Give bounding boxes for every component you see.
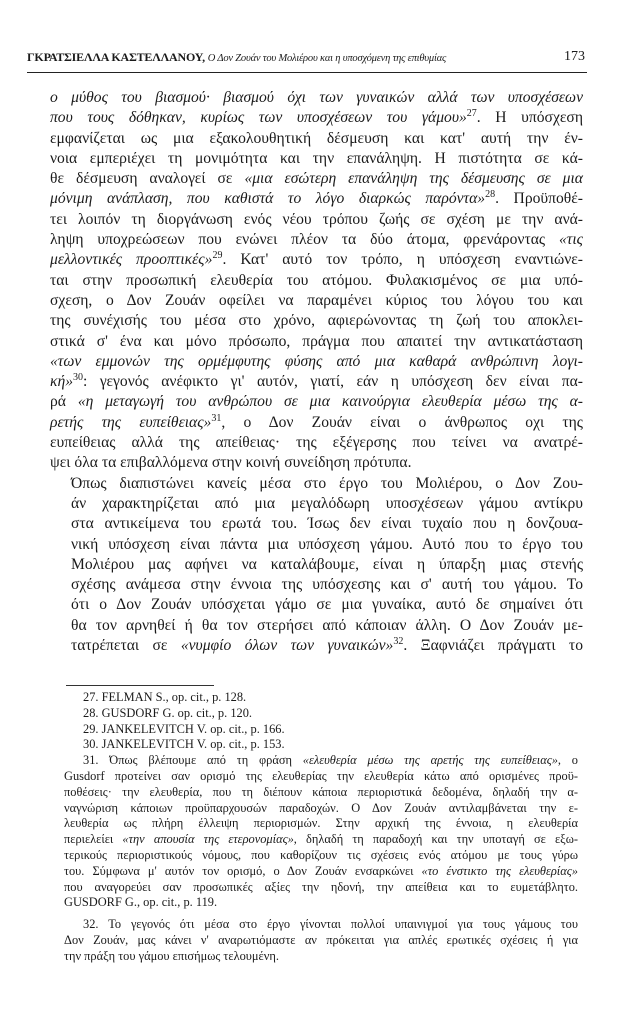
text-line: ο μύθος του βιασμού· βιασμού όχι των γυναικών αλλά των υποσχέσεων (50, 89, 583, 106)
footnote-line: 32. Το γεγονός ότι μέσα στο έργο γίνονται πολλοί υπαινιγμοί για τους γάμους του (83, 917, 578, 932)
body-text (50, 88, 583, 656)
footnote-line: Gusdorf προτείνει σαν ορισμό της ελευθερίας την ελευθερία κάτω από ορισμένες προϋ- (64, 768, 578, 783)
text-line: ευπείθειας αλλά της απείθειας· της εξέγερσης που τείνει να ανατρέ- (50, 434, 583, 452)
text-line: που τους δόθηκαν, κυρίως των υποσχέσεων του γάμου»$^{27}$. Η υπόσχεση (50, 108, 583, 127)
text-line: ρετής της ευπείθειας»$^{31}$, ο Δον Ζουάν είναι ο άνθρωπος οχι της (50, 412, 583, 431)
text-line: σχεση, ο Δον Ζουάν οφείλει να παραμένει κύριος του λόγου του και (50, 291, 583, 309)
footnote-line: ναγνώριση κάποιων προϋπαρχουσών παραδοχών. Ο Δον Ζουάν αντιλαμβάνεται την ε- (64, 800, 578, 815)
text-line: εμφανίζεται ως μια εξακολουθητική δέσμευση και κατ' αυτή την έν- (50, 129, 583, 147)
page-number: 173 (564, 49, 585, 64)
text-line: Όπως διαπιστώνει κανείς μέσα στο έργο του Μολιέρου, ο Δον Ζου- (71, 474, 583, 492)
text-line: τει λοιπόν τη διοργάνωση ενός νέου τρόπου ζωής σε σχέση με την ανά- (50, 210, 583, 228)
footnote-31 (50, 753, 578, 911)
text-line: ται στην προσωπική ελευθερία του ατόμου. Φυλακισμένος σε μια υπό- (50, 271, 583, 289)
text-line: στικά σ' ένα και μόνο πρόσωπο, πράγμα που απαιτεί την αντικατάσταση (50, 332, 583, 350)
paragraph-2 (50, 474, 583, 657)
text-line: ληψη υποχρεώσεων που ενώνει πλέον τα δύο άτομα, φρενάροντας «τις (50, 231, 583, 249)
text-line: θε δέσμευση αναλογεί σε «μια εσώτερη επανάληψη της δέσμευσης σε μια (50, 170, 583, 188)
footnote-line: την πράξη του γάμου επισήμως τελουμένη. (64, 948, 279, 963)
text-line: μόνιμη ανάπλαση, που καθιστά το λόγο διαρκώς παρόντα»$^{28}$. Προϋποθέ- (50, 189, 583, 208)
footnote-27: 27. FELMAN S., op. cit., p. 128. (83, 690, 247, 704)
text-line: νοια εμπεριέχει τη μονιμότητα και την επανάληψη. Η πιστότητα σε κά- (50, 149, 583, 167)
footnote-line: λευθερία ως πλήρη έλλειψη περιορισμών. Στην αρχική της έννοια, η ελευθερία (64, 816, 578, 831)
text-line: σχέσης ανάμεσα στην έννοια της υπόσχεσης και σ' αυτή του γάμου. Το (71, 576, 583, 594)
footnote-line: 31. Όπως βλέπουμε από τη φράση «ελευθερία μέσω της αρετής της ευπείθειας», ο (83, 753, 578, 768)
text-line: άν χαρακτηρίζεται από μια μεγαλόδωρη υποσχέσεων γάμου αντίκρυ (71, 494, 583, 512)
footnote-line: GUSDORF G., op. cit., p. 119. (64, 895, 218, 910)
header-title: Ο Δον Ζουάν του Μολιέρου και η υποσχόμενη της επιθυμίας (207, 53, 447, 64)
footnote-line: ποθέσεις· την ελευθερία, που τη διέπουν κάποια περιοριστικά δεδομένα, δηλαδή την α- (64, 784, 578, 799)
paragraph-1 (50, 88, 583, 474)
text-line: «των εμμονών της ορμέμφυτης φύσης από μια καθαρά ανθρώπινη λογι- (50, 352, 583, 370)
text-line: της συνέχισής του μέσα στο χρόνο, αφιερώνοντας τη ζωή του αποκλει- (50, 312, 583, 330)
footnote-line: τερικούς περιοριστικούς νόμους, που καθορίζουν τις σχέσεις ενός ατόμου με τους γύρω (64, 847, 578, 862)
footnote-line: Δον Ζουάν, μας κάνει ν' αναρωτιόμαστε αν πρόκειται για απλές ερωτικές σχέσεις ή για (64, 932, 578, 947)
text-line: ρά «η μεταγωγή του ανθρώπου σε μια καινούργια ελευθερία μέσω της α- (50, 393, 583, 411)
running-header (27, 50, 587, 73)
text-line: θα τον αρνηθεί ή θα τον στερήσει από κάποιαν άλλη. Ο Δον Ζουάν με- (71, 616, 583, 634)
footnote-rule (66, 685, 214, 686)
text-line: ότι ο Δον Ζουάν υπόσχεται γάμο σε μια γυναίκα, αυτό δε σημαίνει ότι (71, 596, 583, 614)
footnote-32 (50, 917, 578, 964)
text-line: ψει όλα τα επιβαλλόμενα στην κοινή συνείδηση πρότυπα. (50, 454, 412, 472)
running-head (27, 50, 446, 65)
text-line: μελλοντικές προοπτικές»$^{29}$. Κατ' αυτό τον τρόπο, η υπόσχεση εναντιώνε- (50, 250, 583, 269)
footnote-30: 30. JANKELEVITCH V. op. cit., p. 153. (83, 737, 285, 752)
footnote-29: 29. JANKELEVITCH V. op. cit., p. 166. (83, 721, 285, 736)
text-line: νική υπόσχεση είναι πάντα μια υπόσχεση γάμου. Αυτό που το έργο του (71, 535, 583, 553)
header-author: ΓΚΡΑΤΣΙΕΛΛΑ ΚΑΣΤΕΛΛΑΝΟΥ, (27, 50, 205, 64)
text-line: τατρέπεται σε «νυμφίο όλων των γυναικών»$^{32}$. Ξαφνιάζει πράγματι το (71, 636, 583, 655)
footnote-line: περιελείει «την απουσία της ετερονομίας», δηλαδή τη παραδοχή και την υποταγή σε εξω- (64, 832, 578, 847)
footnote-line: που αναγορεύει σαν προσωπικές αξίες την ηδονή, την απείθεια και το ευμετάβλητο. (64, 879, 578, 894)
text-line: Μολιέρου μας αφήνει να καταλάβουμε, είναι η ύπαρξη μιας στενής (71, 555, 583, 573)
text-line: κή»$^{30}$: γεγονός ανέφικτο γι' αυτόν, γιατί, εάν η υπόσχεση δεν είναι πα- (50, 372, 583, 391)
text-line: στα αντικείμενα του ερωτά του. Ίσως δεν είναι τυχαίο που η δονζουα- (71, 515, 583, 533)
footnotes (50, 690, 578, 965)
footnote-line: του. Σύμφωνα μ' αυτόν τον ορισμό, ο Δον Ζουάν ενσαρκώνει «το ένστικτο της ελευθερίας» (64, 863, 578, 878)
footnote-28: 28. GUSDORF G. op. cit., p. 120. (83, 705, 253, 720)
